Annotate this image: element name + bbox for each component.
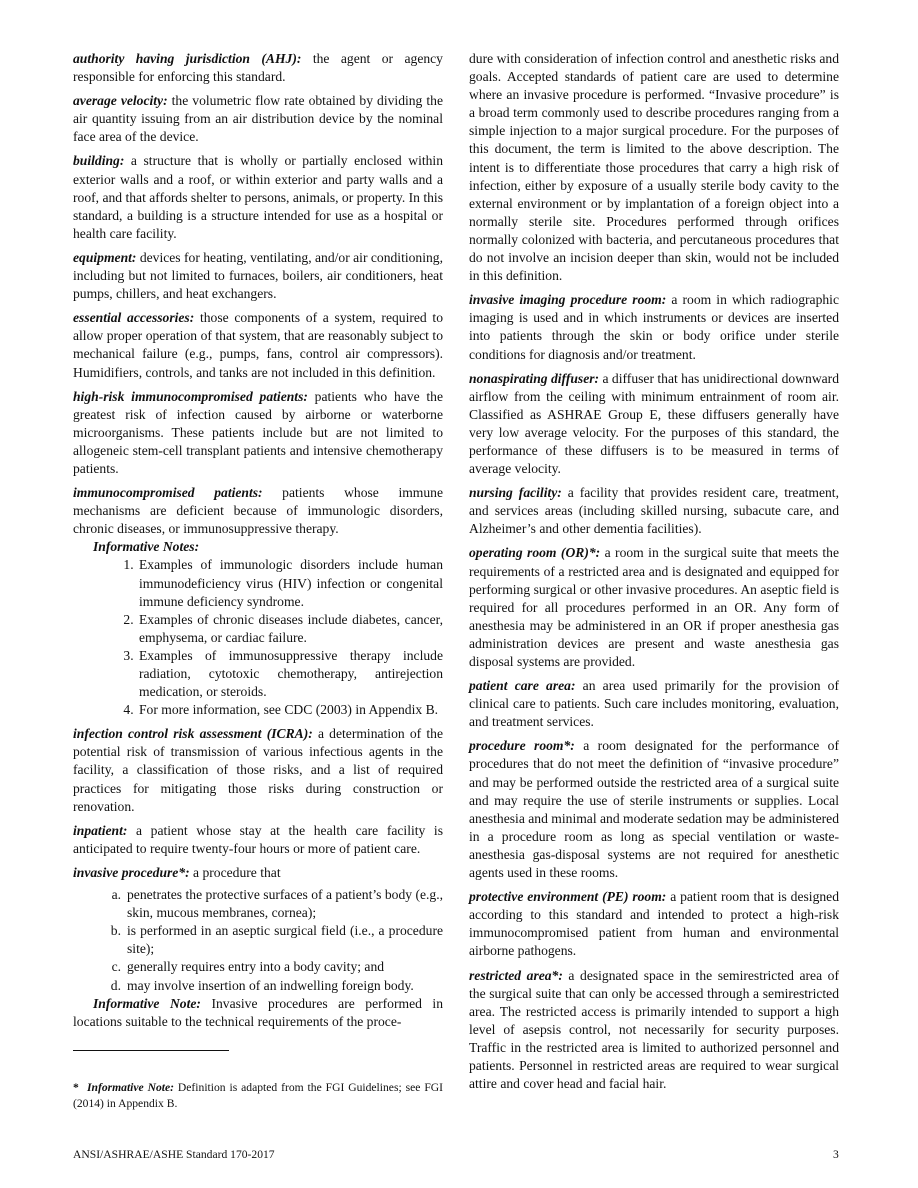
definition-text: a room in which radiographic imaging is used and in which instruments or devices are inserted into patients through the skin or body orifice under sterile conditions for diagnosis and/or treatment. bbox=[469, 292, 839, 362]
note-label: Informative Note: bbox=[93, 995, 201, 1011]
definition-equipment bbox=[73, 249, 443, 303]
definition-text: those components of a system, required to allow proper operation of that system, that are reasonably subject to mechanical failure (e.g., pumps, fans, control air compressors). Humidifiers, controls, and tanks are not included in this definition. bbox=[73, 310, 443, 380]
definition-text: a patient room that is designed according to this standard and intended to protect a high-risk immunocompromised patient from human and environmental airborne pathogens. bbox=[469, 889, 839, 959]
item-text: is performed in an aseptic surgical field (i.e., a procedure site); bbox=[127, 923, 443, 957]
term: patient care area: bbox=[469, 678, 576, 694]
term: infection control risk assessment (ICRA): bbox=[73, 726, 313, 742]
informative-notes-list bbox=[73, 556, 443, 719]
term: restricted area*: bbox=[469, 967, 563, 983]
definition-pe-room bbox=[469, 888, 839, 960]
definition-restricted-area bbox=[469, 967, 839, 1094]
term: nonaspirating diffuser: bbox=[469, 370, 600, 386]
invasive-informative-note bbox=[73, 995, 443, 1031]
item-text: penetrates the protective surfaces of a patient’s body (e.g., skin, mucous membranes, cornea); bbox=[127, 887, 443, 921]
term: equipment: bbox=[73, 249, 137, 265]
item-text: may involve insertion of an indwelling foreign body. bbox=[127, 977, 414, 993]
definition-text: devices for heating, ventilating, and/or air conditioning, including but not limited to furnaces, boilers, air conditioners, heat pumps, chillers, and heat exchangers. bbox=[73, 249, 443, 302]
definition-text: a room designated for the performance of procedures that do not meet the definition of “invasive procedure” and may be performed outside the restricted area of a surgical suite and may require the use of sterile instruments or supplies. Local anesthesia and minimal and moderate sedation may be administered in a procedure room as long as special ventilation or waste-anesthesia gas-disposal systems are not required for anesthetic agents used in these rooms. bbox=[469, 738, 840, 881]
term: immunocompromised patients: bbox=[73, 485, 263, 501]
definition-nonaspirating-diffuser bbox=[469, 370, 839, 479]
definition-text: a facility that provides resident care, treatment, and services areas (including skilled nursing, subacute care, and Alzheimer’s and other dementia facilities). bbox=[469, 485, 839, 537]
definition-nursing-facility bbox=[469, 484, 839, 538]
term: high-risk immunocompromised patients: bbox=[73, 388, 308, 404]
continuation-paragraph: dure with consideration of infection control and anesthetic risks and goals. Accepted standards of patient care are used to determine where an invasive procedure is performed. “Invasive procedure” is a broad term commonly used to describe procedures ranging from a simple injection to a major surgical procedure. For the purposes of this document, the term is limited to the above description. The intent is to differentiate those procedures that carry a high risk of infection, either by exposure of a usually sterile body cavity to the external environment or by implantation of a foreign object into a normally sterile site. Procedures performed through orifices normally colonized with bacteria, and percutaneous procedures that do not involve an incision deeper than skin, would not be included in this definition. bbox=[469, 51, 839, 284]
term: procedure room*: bbox=[469, 738, 575, 754]
item-marker: b. bbox=[110, 923, 121, 939]
definition-imaging-room bbox=[469, 291, 839, 363]
definition-text: patients whose immune mechanisms are deficient because of immunologic disorders, chronic diseases, or immunosuppressive therapy. bbox=[73, 485, 443, 537]
note-item: 2. Examples of chronic diseases include diabetes, cancer, emphysema, or cardiac failure. bbox=[137, 611, 443, 647]
footnote-divider bbox=[73, 1050, 229, 1051]
definition-patient-care-area bbox=[469, 677, 839, 731]
note-item: 3. Examples of immunosuppressive therapy include radiation, cytotoxic chemotherapy, antirejection medication, or steroids. bbox=[137, 647, 443, 701]
note-item: 1. Examples of immunologic disorders include human immunodeficiency virus (HIV) infection or congenital immune deficiency syndrome. bbox=[137, 556, 443, 610]
definition-inpatient bbox=[73, 822, 443, 858]
footnote bbox=[73, 1080, 443, 1111]
item-marker: d. bbox=[110, 977, 121, 993]
term: nursing facility: bbox=[469, 485, 562, 501]
footnote-label: Informative Note: bbox=[87, 1081, 174, 1094]
term: building: bbox=[73, 153, 125, 169]
term: average velocity: bbox=[73, 93, 168, 109]
definition-operating-room bbox=[469, 544, 839, 671]
note-item: 4. For more information, see CDC (2003) in Appendix B. bbox=[137, 701, 443, 719]
item-text: generally requires entry into a body cavity; and bbox=[127, 959, 385, 975]
definition-icra bbox=[73, 725, 443, 815]
item-marker: a. bbox=[111, 887, 121, 903]
definition-text: a structure that is wholly or partially enclosed within exterior walls and a roof, or within exterior and party walls and a roof, and that affords shelter to persons, animals, or property. In this standard, a building is a structure intended for use as a hospital or health care facility. bbox=[73, 153, 443, 241]
term: protective environment (PE) room: bbox=[469, 889, 667, 905]
definition-text: a patient whose stay at the health care facility is anticipated to require twenty-four hours or more of patient care. bbox=[73, 822, 443, 856]
definition-ahj bbox=[73, 50, 443, 86]
definition-essential-accessories bbox=[73, 309, 443, 381]
definition-text: patients who have the greatest risk of infection caused by airborne or waterborne microorganisms. These patients include but are not limited to allogeneic stem-cell transplant patients and intensive chemotherapy patients. bbox=[73, 388, 443, 476]
term: authority having jurisdiction (AHJ): bbox=[73, 51, 302, 66]
footnote-text: Definition is adapted from the FGI Guidelines; see FGI (2014) in Appendix B. bbox=[73, 1081, 443, 1110]
definition-text: the agent or agency responsible for enforcing this standard. bbox=[73, 51, 443, 85]
left-column bbox=[73, 50, 443, 1037]
notes-heading: Informative Notes: bbox=[93, 539, 200, 555]
term: invasive imaging procedure room: bbox=[469, 292, 667, 308]
definition-text: a room in the surgical suite that meets the requirements of a restricted area and is designated and equipped for performing surgical or other invasive procedures. An aseptic field is required for all procedures performed in an OR. Any form of anesthesia may be administered in an OR if proper anesthesia gas administration devices are present and waste anesthesia gas disposal systems are provided. bbox=[469, 545, 840, 669]
definition-text: a designated space in the semirestricted area of the surgical suite that can only be accessed through a semirestricted area. The restricted access is primarily intended to support a high level of asepsis control, not necessarily for security purposes. Traffic in the restricted area is limited to authorized personnel and patients. Personnel in restricted areas are required to wear surgical attire and cover head and facial hair. bbox=[469, 967, 839, 1092]
definition-immunocompromised bbox=[73, 484, 443, 538]
definition-text: the volumetric flow rate obtained by dividing the air quantity issuing from an air distribution device by the nominal face area of the device. bbox=[73, 93, 444, 145]
term: inpatient: bbox=[73, 822, 128, 838]
definition-text: a procedure that bbox=[189, 864, 281, 880]
definition-text: a diffuser that has unidirectional downward airflow from the ceiling with minimum entrainment of room air. Classified as ASHRAE Group E, these diffusers generally have very low average velocity. For the purposes of this standard, the performance of these diffusers is to be measured in terms of average velocity. bbox=[469, 370, 839, 477]
page-number: 3 bbox=[833, 1148, 839, 1161]
criteria-item bbox=[111, 886, 443, 922]
definition-procedure-room bbox=[469, 737, 839, 882]
criteria-item bbox=[111, 958, 443, 976]
definition-high-risk-patients bbox=[73, 388, 443, 478]
term: essential accessories: bbox=[73, 310, 195, 326]
term: invasive procedure*: bbox=[73, 864, 190, 880]
footer-standard-name: ANSI/ASHRAE/ASHE Standard 170-2017 bbox=[73, 1148, 275, 1161]
criteria-item bbox=[110, 977, 443, 995]
invasive-criteria-list bbox=[73, 886, 443, 995]
footnote-marker: * bbox=[73, 1081, 79, 1094]
term: operating room (OR)*: bbox=[469, 545, 601, 561]
criteria-item bbox=[110, 922, 443, 958]
definition-average-velocity bbox=[73, 92, 443, 146]
note-text: Invasive procedures are performed in locations suitable to the technical requirements of the proce- bbox=[73, 995, 443, 1029]
definition-text: a determination of the potential risk of transmission of various infectious agents in the facility, a classification of those risks, and a list of required practices for mitigating those risks during construction or renovation. bbox=[73, 726, 443, 814]
definition-text: an area used primarily for the provision of clinical care to patients. Such care includes monitoring, evaluation, and treatment services. bbox=[469, 678, 839, 730]
item-marker: c. bbox=[111, 959, 121, 975]
definition-invasive-procedure bbox=[73, 864, 443, 882]
definition-building bbox=[73, 152, 443, 242]
right-column bbox=[469, 50, 839, 1099]
